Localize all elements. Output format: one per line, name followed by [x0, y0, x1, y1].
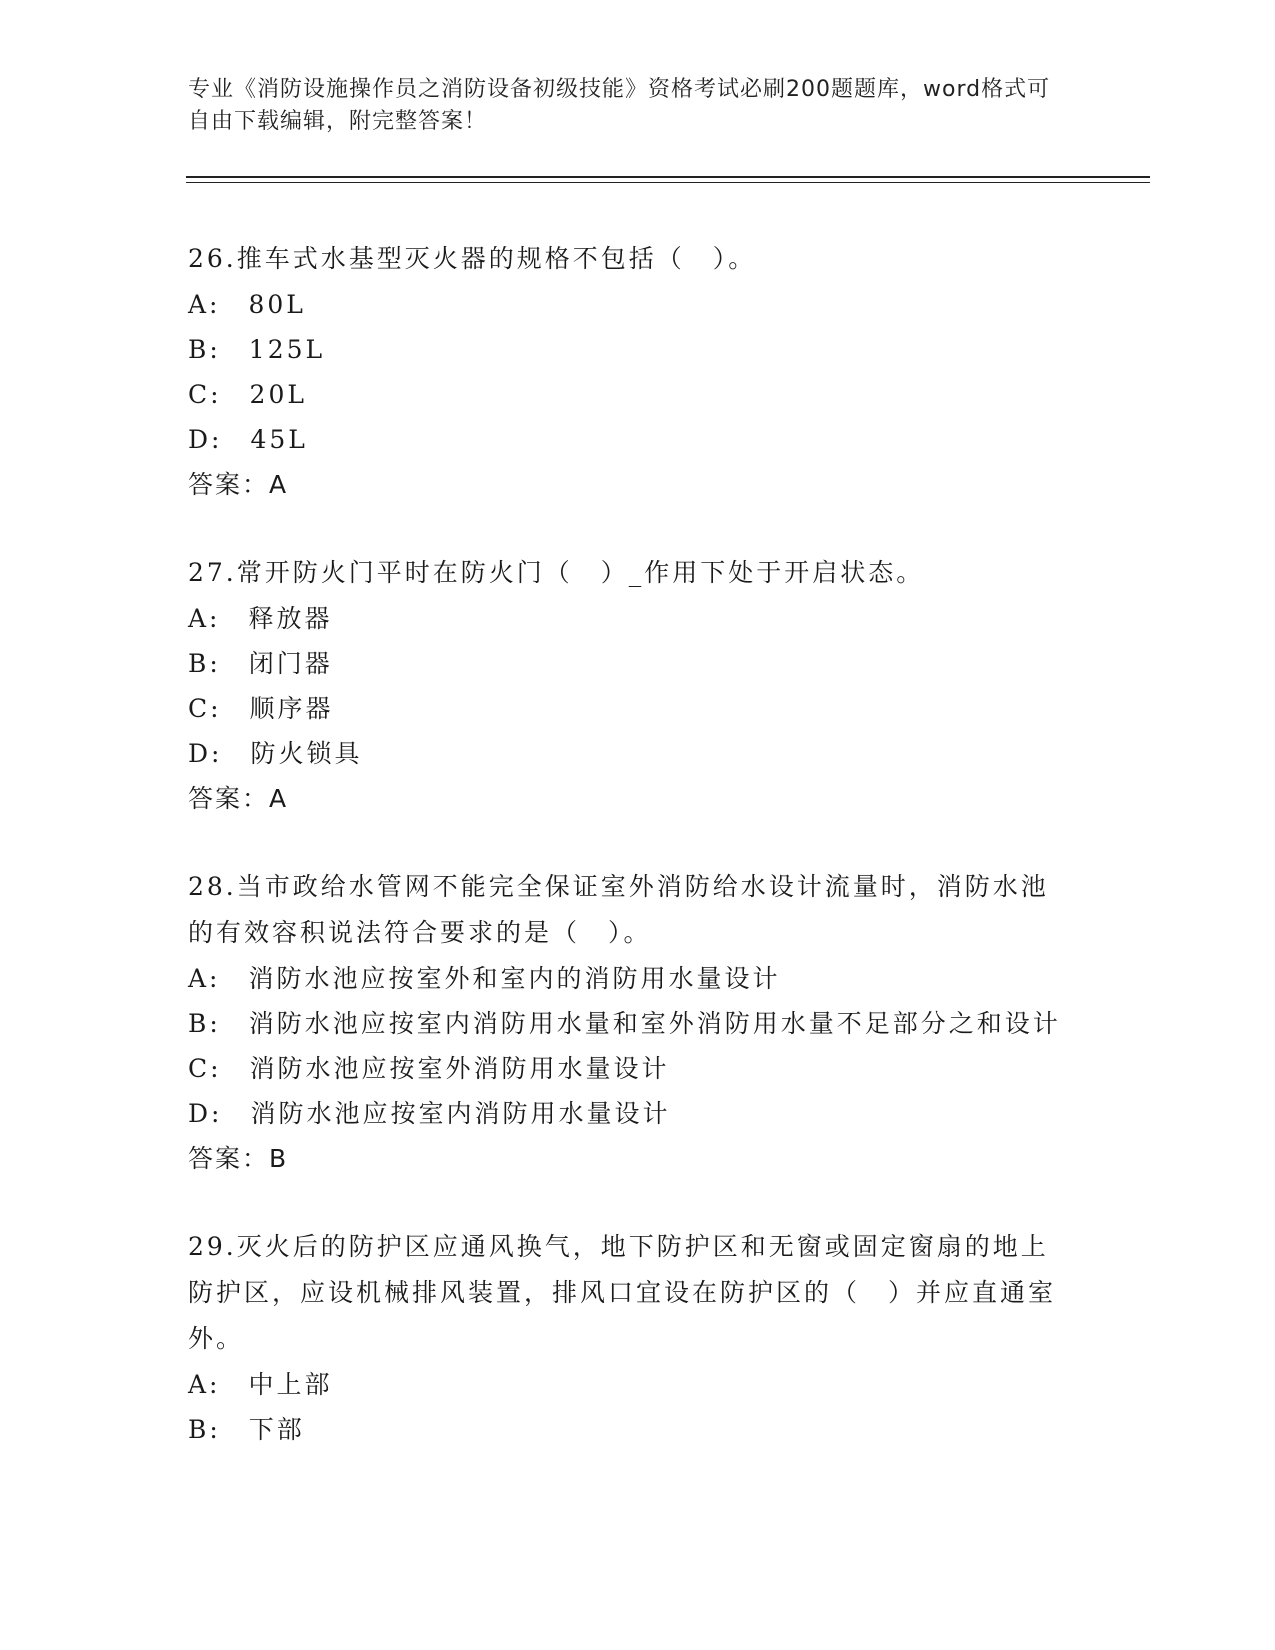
header-divider-thin	[186, 182, 1150, 183]
option-d: D: 45L	[188, 425, 308, 454]
option-d: D: 消防水池应按室内消防用水量设计	[188, 1099, 671, 1128]
option-a: A: 80L	[188, 290, 306, 319]
option-b: B: 下部	[188, 1415, 305, 1444]
option-b: B: 闭门器	[188, 649, 333, 678]
question-stem: 29.灭火后的防护区应通风换气，地下防护区和无窗或固定窗扇的地上防护区，应设机械排风装置，排风口宜设在防护区的（ ）并应直通室外。	[188, 1232, 1057, 1353]
question-list	[188, 236, 1088, 1494]
question-stem: 28.当市政给水管网不能完全保证室外消防给水设计流量时，消防水池的有效容积说法符合要求的是（ ）。	[188, 872, 1049, 947]
question-stem: 27.常开防火门平时在防火门（ ）_作用下处于开启状态。	[188, 558, 925, 587]
option-a: A: 释放器	[188, 604, 333, 633]
answer: 答案：A	[188, 784, 289, 813]
option-b: B: 125L	[188, 335, 326, 364]
option-a: A: 消防水池应按室外和室内的消防用水量设计	[188, 964, 781, 993]
option-d: D: 防火锁具	[188, 739, 363, 768]
question-27	[188, 550, 1088, 822]
question-stem: 26.推车式水基型灭火器的规格不包括（ ）。	[188, 244, 757, 273]
header-divider-thick	[186, 176, 1150, 178]
option-c: C: 消防水池应按室外消防用水量设计	[188, 1054, 670, 1083]
answer: 答案：B	[188, 1144, 289, 1173]
option-b: B: 消防水池应按室内消防用水量和室外消防用水量不足部分之和设计	[188, 1009, 1061, 1038]
document-header: 专业《消防设施操作员之消防设备初级技能》资格考试必刷200题题库，word格式可自由下载编辑，附完整答案！	[188, 77, 1051, 134]
question-29	[188, 1224, 1088, 1452]
question-28	[188, 864, 1088, 1182]
answer: 答案：A	[188, 470, 289, 499]
option-c: C: 20L	[188, 380, 307, 409]
option-c: C: 顺序器	[188, 694, 334, 723]
option-a: A: 中上部	[188, 1370, 333, 1399]
question-26	[188, 236, 1088, 508]
